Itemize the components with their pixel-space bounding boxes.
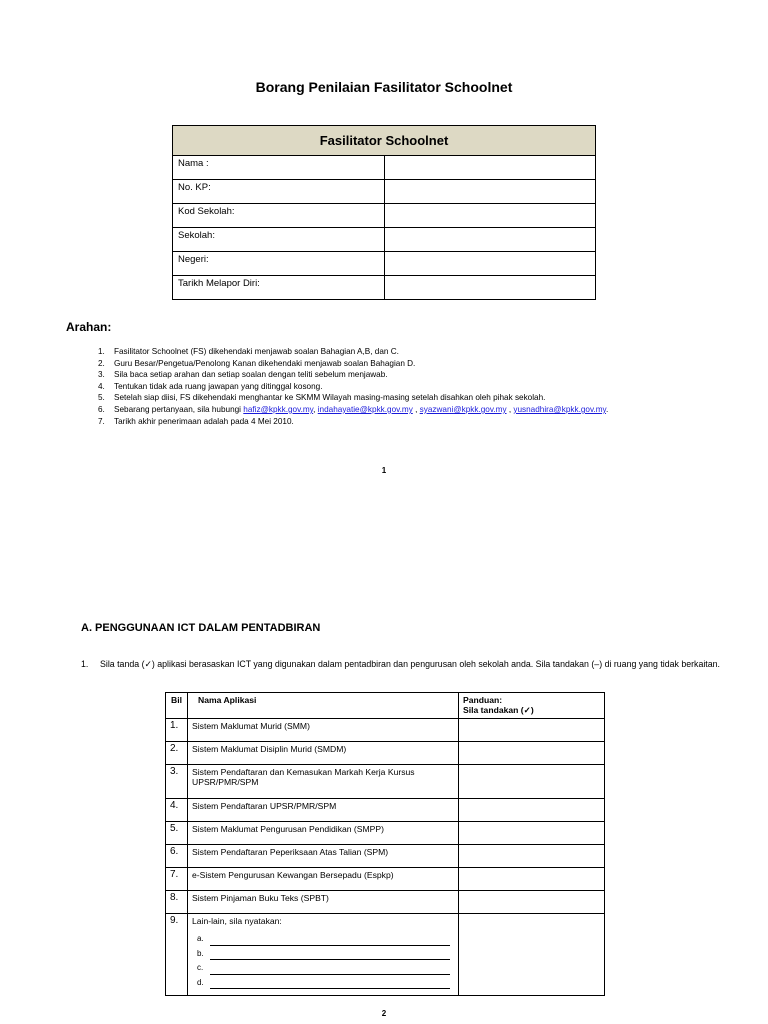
row-check-cell[interactable] (459, 914, 605, 996)
instruction-item: 3. Sila baca setiap arahan dan setiap soalan dengan teliti sebelum menjawab. (98, 370, 388, 380)
field-label-nama: Nama : (173, 156, 385, 180)
field-input-sekolah[interactable] (384, 228, 596, 252)
instruction-item: 5. Setelah siap diisi, FS dikehendaki menghantar ke SKMM Wilayah masing-masing setelah disahkan oleh pihak sekolah. (98, 393, 546, 403)
row-bil: 2. (166, 742, 188, 765)
page-number-2: 2 (381, 1009, 387, 1018)
row-app-name: Sistem Maklumat Pengurusan Pendidikan (SMPP) (188, 822, 459, 845)
row-app-name: Sistem Maklumat Disiplin Murid (SMDM) (188, 742, 459, 765)
row-bil: 3. (166, 765, 188, 799)
row-app-name: Sistem Pendaftaran dan Kemasukan Markah Kerja Kursus UPSR/PMR/SPM (188, 765, 459, 799)
row-check-cell[interactable] (459, 742, 605, 765)
table-row (166, 845, 605, 868)
email-link-hafiz[interactable]: hafiz@kpkk.gov.my (243, 404, 314, 414)
facilitator-table (172, 125, 596, 300)
col-header-panduan: Panduan: Sila tandakan (✓) (459, 693, 605, 719)
instruction-item: 7. Tarikh akhir penerimaan adalah pada 4 Mei 2010. (98, 416, 294, 426)
row-app-name: e-Sistem Pengurusan Kewangan Bersepadu (Espkp) (188, 868, 459, 891)
email-link-indahayatie[interactable]: indahayatie@kpkk.gov.my (317, 404, 413, 414)
row-app-name: Sistem Pinjaman Buku Teks (SPBT) (188, 891, 459, 914)
field-input-nama[interactable] (384, 156, 596, 180)
field-input-tarikh[interactable] (384, 276, 596, 300)
instruction-item: 2. Guru Besar/Pengetua/Penolong Kanan dikehendaki menjawab soalan Bahagian D. (98, 358, 416, 368)
other-line-a[interactable]: a. (192, 932, 454, 947)
row-check-cell[interactable] (459, 891, 605, 914)
section-a-title: A. PENGGUNAAN ICT DALAM PENTADBIRAN (81, 622, 321, 634)
instruction-item: 1. Fasilitator Schoolnet (FS) dikehendaki menjawab soalan Bahagian A,B, dan C. (98, 347, 399, 356)
row-bil: 5. (166, 822, 188, 845)
row-check-cell[interactable] (459, 868, 605, 891)
row-bil: 8. (166, 891, 188, 914)
email-link-syazwani[interactable]: syazwani@kpkk.gov.my (419, 404, 507, 414)
row-other-cell (188, 914, 459, 996)
row-app-name: Sistem Maklumat Murid (SMM) (188, 719, 459, 742)
field-input-kod-sekolah[interactable] (384, 204, 596, 228)
row-check-cell[interactable] (459, 719, 605, 742)
ict-application-table (165, 692, 605, 996)
table-row (166, 868, 605, 891)
instruction-item-contact: 6. Sebarang pertanyaan, sila hubungi hafiz@kpkk.gov.my, indahayatie@kpkk.gov.my , syazwani@kpkk.gov.my , yusnadhira@kpkk.gov.my. (98, 404, 609, 414)
instructions-list (98, 346, 718, 427)
field-input-no-kp[interactable] (384, 180, 596, 204)
row-check-cell[interactable] (459, 822, 605, 845)
email-link-yusnadhira[interactable]: yusnadhira@kpkk.gov.my (513, 404, 607, 414)
table-row (166, 822, 605, 845)
form-title: Borang Penilaian Fasilitator Schoolnet (255, 79, 513, 95)
field-input-negeri[interactable] (384, 252, 596, 276)
other-label: Lain-lain, sila nyatakan: (192, 916, 282, 926)
col-header-bil: Bil (166, 693, 188, 719)
other-line-b[interactable]: b. (192, 947, 454, 962)
row-check-cell[interactable] (459, 765, 605, 799)
row-check-cell[interactable] (459, 845, 605, 868)
instructions-heading: Arahan: (66, 320, 112, 334)
question-1 (81, 657, 721, 671)
table-row (166, 765, 605, 799)
instruction-item: 4. Tentukan tidak ada ruang jawapan yang ditinggal kosong. (98, 381, 323, 391)
question-number: 1. (81, 659, 89, 669)
other-line-d[interactable]: d. (192, 976, 454, 991)
row-app-name: Sistem Pendaftaran UPSR/PMR/SPM (188, 799, 459, 822)
facilitator-table-header: Fasilitator Schoolnet (173, 126, 596, 156)
row-bil: 9. (166, 914, 188, 996)
table-row (166, 799, 605, 822)
table-row (166, 719, 605, 742)
field-label-kod-sekolah: Kod Sekolah: (173, 204, 385, 228)
page-number-1: 1 (381, 466, 387, 475)
field-label-no-kp: No. KP: (173, 180, 385, 204)
field-label-sekolah: Sekolah: (173, 228, 385, 252)
row-bil: 4. (166, 799, 188, 822)
col-header-nama-aplikasi: Nama Aplikasi (188, 693, 459, 719)
table-row (166, 742, 605, 765)
other-line-c[interactable]: c. (192, 961, 454, 976)
table-row-other (166, 914, 605, 996)
row-app-name: Sistem Pendaftaran Peperiksaan Atas Talian (SPM) (188, 845, 459, 868)
table-row (166, 891, 605, 914)
row-bil: 6. (166, 845, 188, 868)
question-text: Sila tanda (✓) aplikasi berasaskan ICT yang digunakan dalam pentadbiran dan pengurusan oleh sekolah anda. Sila tandakan (–) di ruang yang tidak berkaitan. (100, 659, 720, 669)
row-bil: 1. (166, 719, 188, 742)
row-bil: 7. (166, 868, 188, 891)
row-check-cell[interactable] (459, 799, 605, 822)
field-label-tarikh: Tarikh Melapor Diri: (173, 276, 385, 300)
field-label-negeri: Negeri: (173, 252, 385, 276)
